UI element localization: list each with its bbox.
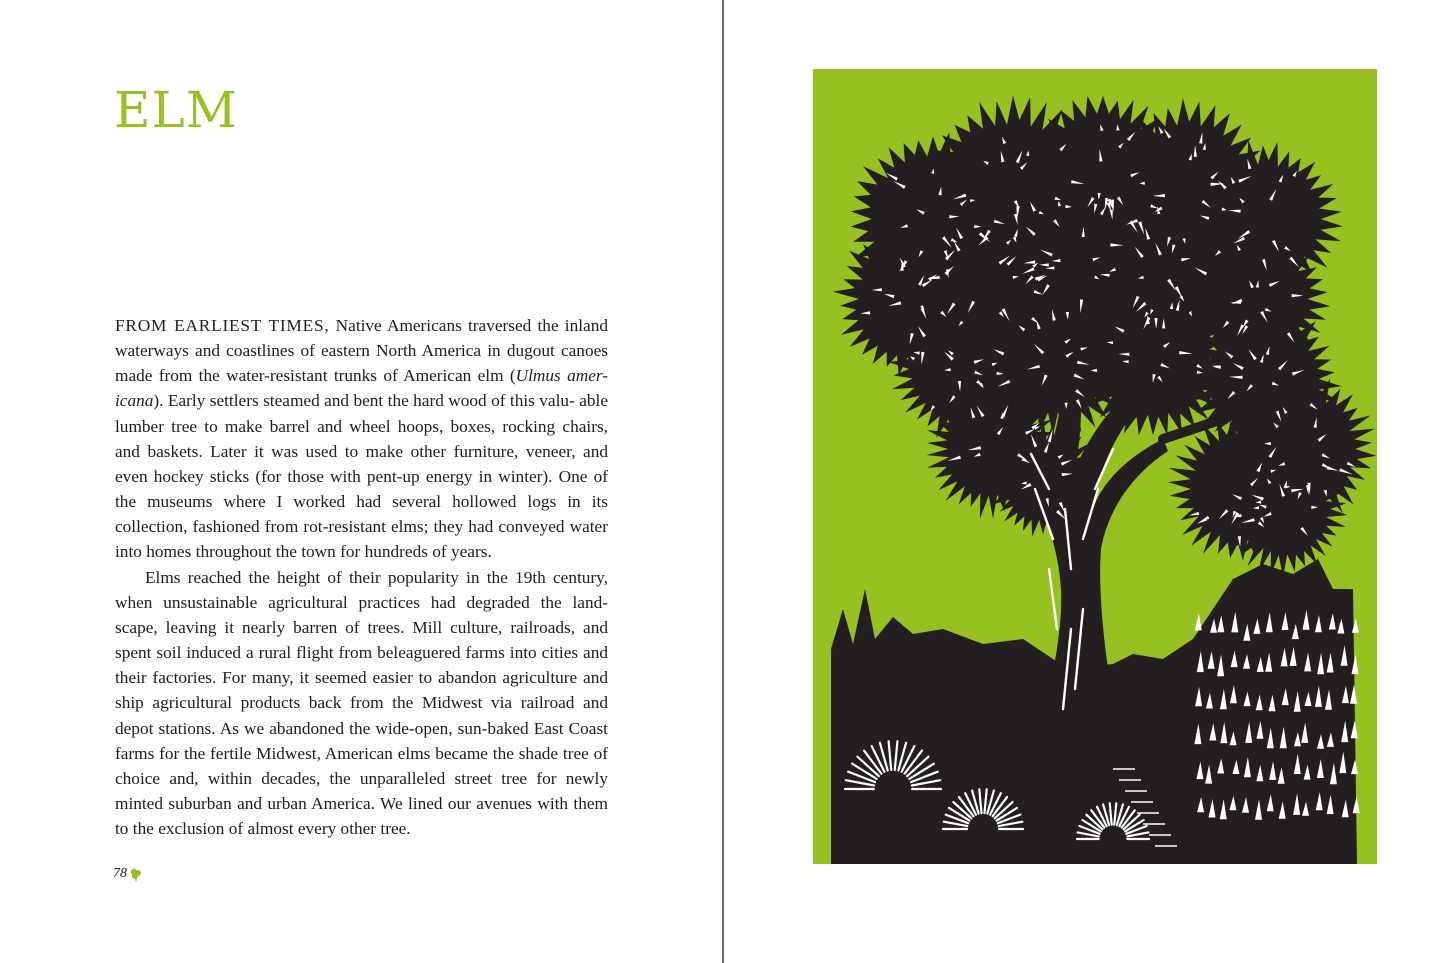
page-number: 78	[113, 866, 127, 881]
text-line: scape, leaving it nearly barren of trees. Mill culture, railroads, and	[115, 617, 608, 637]
latin-name: icana	[115, 391, 154, 411]
leaf-cluster-icon	[129, 868, 143, 881]
body-text	[115, 313, 608, 841]
text-line: its collection, fashioned from rot-resistant elms; they had conveyed	[115, 492, 609, 537]
text-line: One of the museums where I worked had several hollowed logs in	[115, 466, 608, 512]
text-line: and their factories. For many, it seemed easier to abandon agriculture	[115, 643, 608, 688]
text-line: waterways and coastlines of eastern North America in dugout canoes	[115, 341, 608, 361]
text-line: water into homes throughout the town for hundreds of years.	[115, 517, 608, 562]
text-line: ). Early settlers steamed and bent the hard wood of this valu-	[153, 391, 575, 411]
text-line: able lumber tree to make barrel and wheel hoops, boxes, rocking	[115, 391, 608, 436]
text-line: and even hockey sticks (for those with pent-up energy in winter).	[115, 441, 608, 486]
right-page	[724, 0, 1445, 963]
folio	[113, 866, 143, 882]
lead-in: FROM EARLIEST TIMES,	[115, 316, 330, 335]
paragraph-2	[115, 565, 608, 842]
text-line: when unsustainable agricultural practices had degraded the land-	[115, 592, 608, 612]
text-line: spent soil induced a rural flight from beleaguered farms into cities	[115, 643, 579, 663]
text-line: newly minted suburban and urban America. We lined our avenues	[115, 768, 608, 813]
text-line: tree of choice and, within decades, the unparalleled street tree for	[115, 743, 608, 788]
text-line: with them to the exclusion of almost every other tree.	[115, 793, 608, 839]
latin-name: Ulmus amer-	[515, 366, 608, 386]
text-line: chairs, and baskets. Later it was used to make other furniture, veneer,	[115, 416, 608, 461]
text-line: Elms reached the height of their popularity in the 19th century,	[145, 567, 608, 587]
paragraph-1	[115, 313, 608, 565]
text-line: Native Americans traversed the inland	[329, 316, 608, 335]
text-line: Coast farms for the fertile Midwest, American elms became the shade	[115, 718, 608, 763]
chapter-title: ELM	[114, 81, 238, 139]
text-line: made from the water-resistant trunks of American elm (	[115, 366, 516, 386]
text-line: and depot stations. As we abandoned the wide-open, sun-baked East	[115, 693, 608, 738]
text-line: and ship agricultural products back from the Midwest via railroad	[115, 668, 608, 713]
elm-tree-linocut-icon	[813, 69, 1377, 864]
left-page	[0, 0, 722, 963]
